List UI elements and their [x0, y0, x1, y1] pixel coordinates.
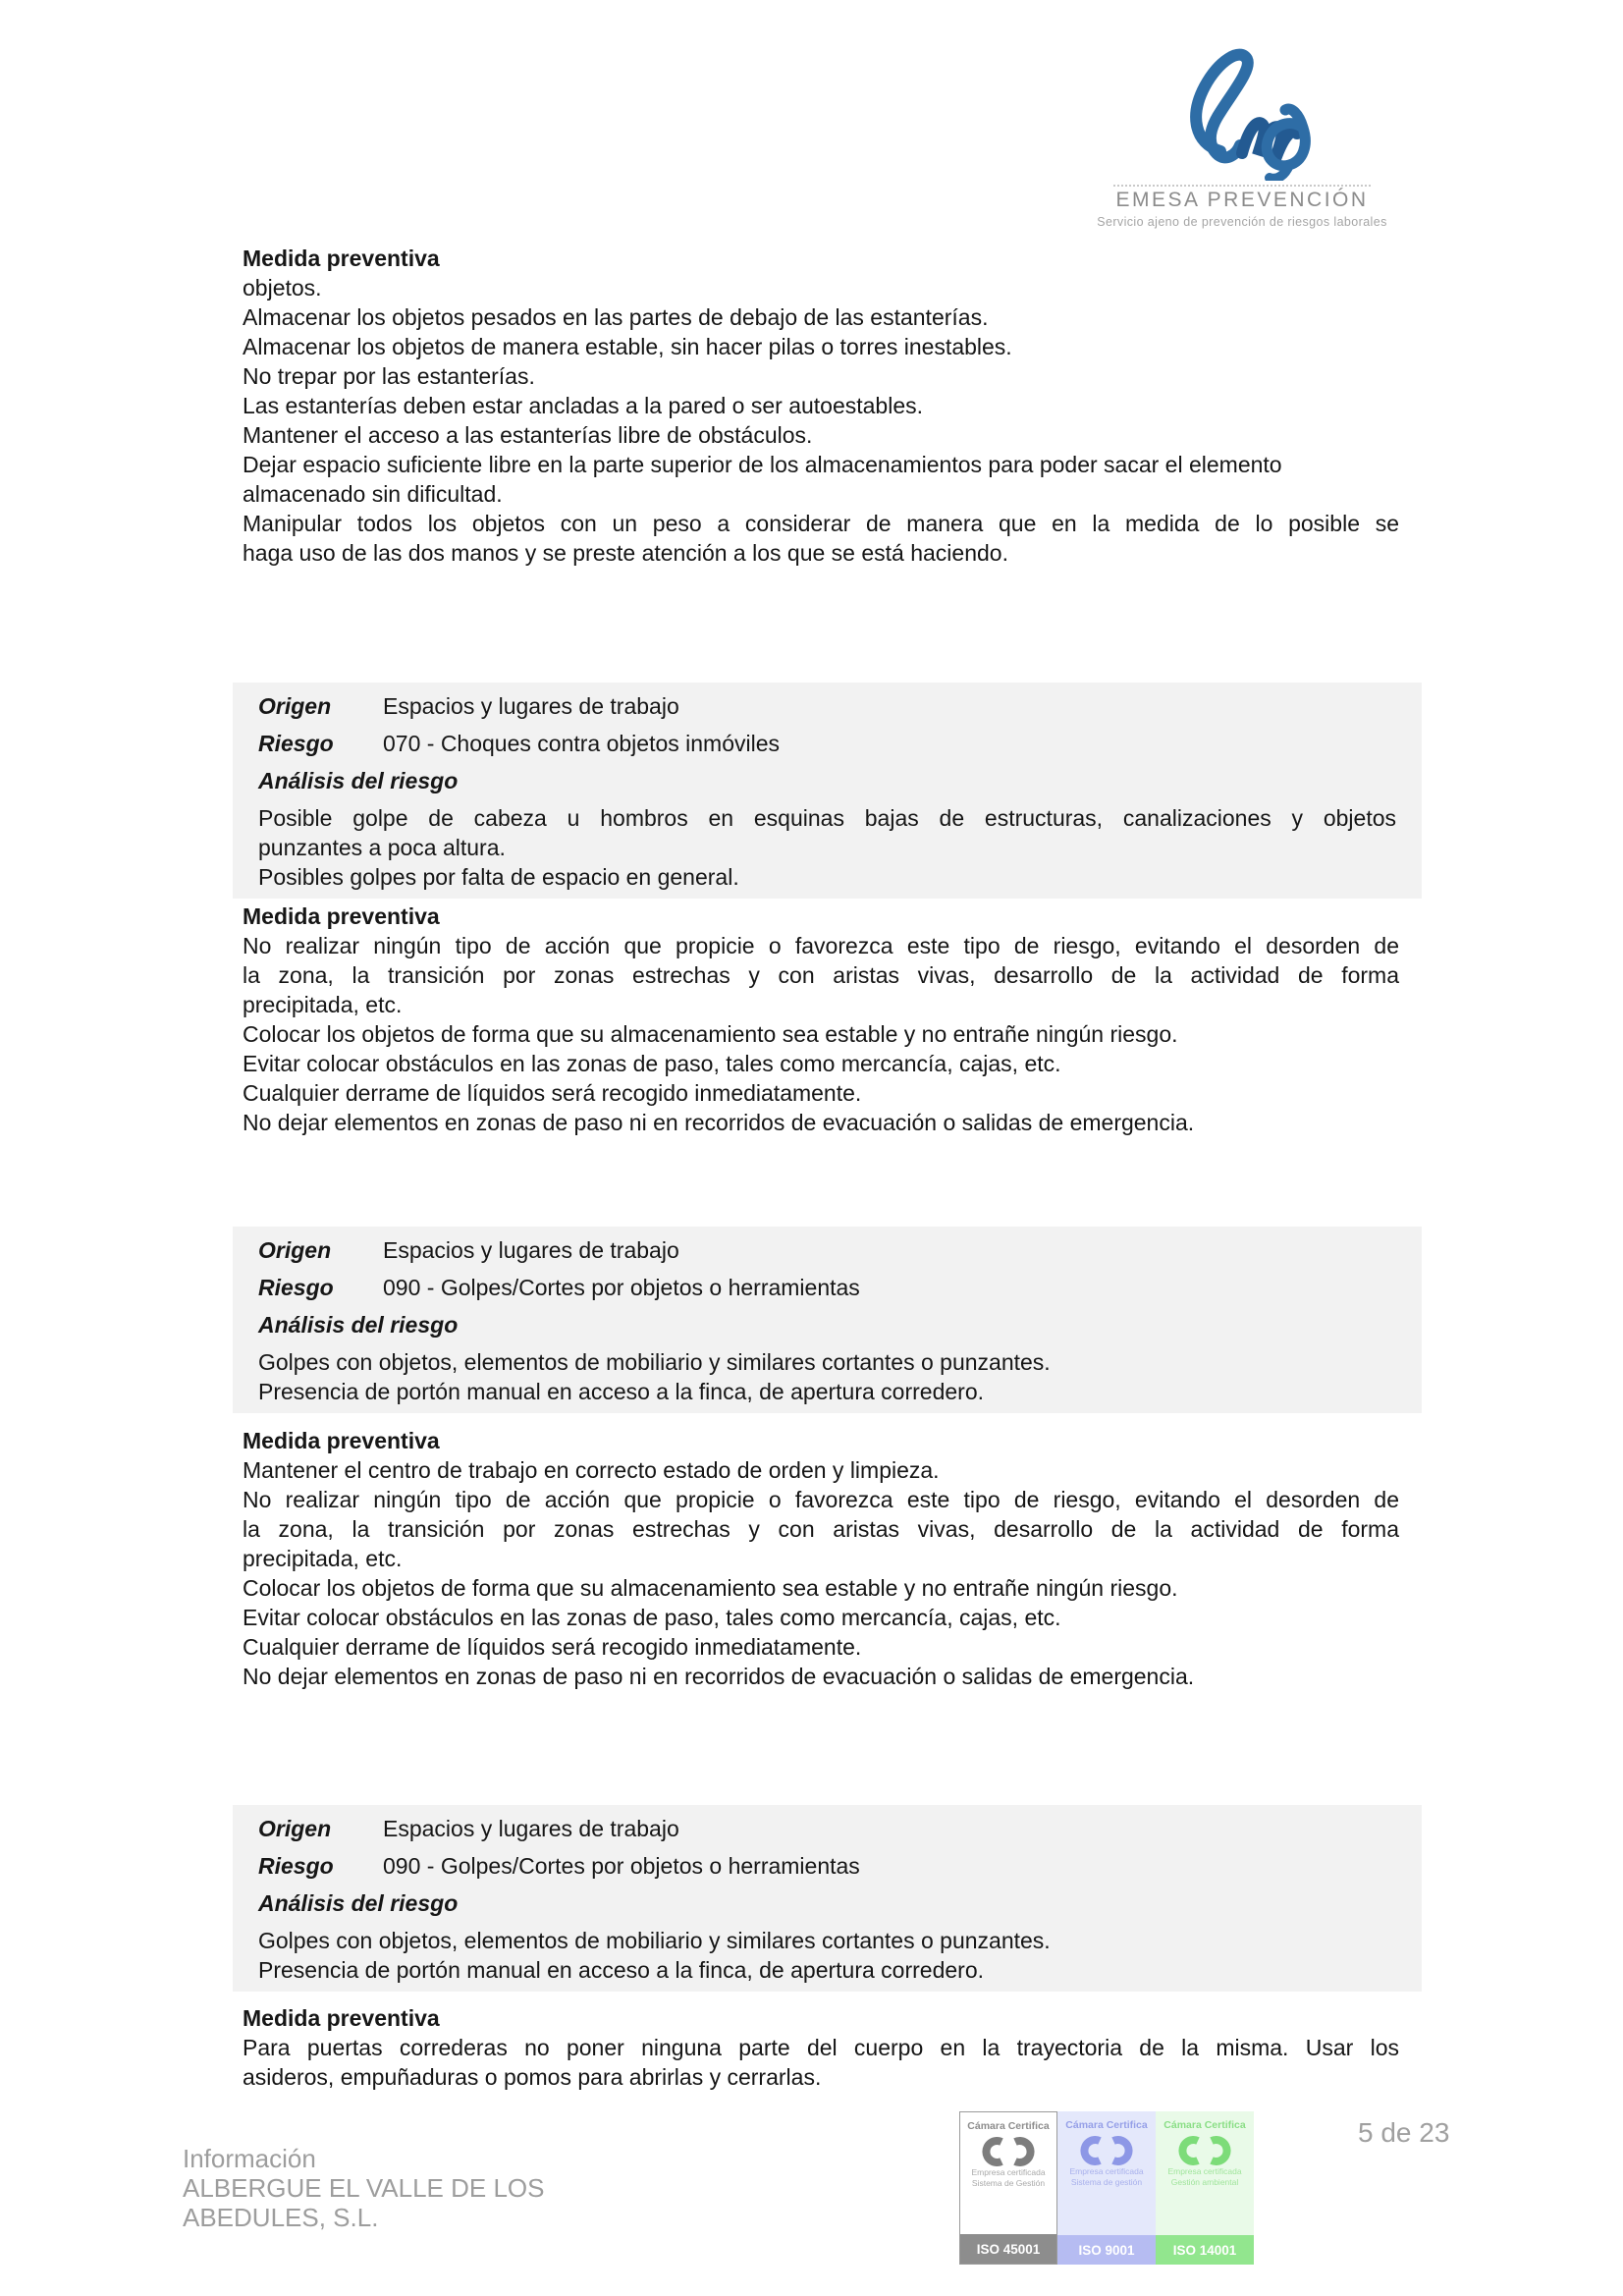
- text-line: Almacenar los objetos pesados en las partes de debajo de las estanterías.: [243, 304, 989, 330]
- text-line: asideros, empuñaduras o pomos para abrirlas y cerrarlas.: [243, 2064, 822, 2090]
- page-number: 5 de 23: [1358, 2117, 1450, 2148]
- section-heading: Medida preventiva: [243, 903, 440, 929]
- badge-header: Cámara Certifica: [1065, 2119, 1148, 2131]
- badge-subtext-1: Empresa certificada: [971, 2167, 1046, 2177]
- text-line: No trepar por las estanterías.: [243, 363, 535, 389]
- text-line: Cualquier derrame de líquidos será recogido inmediatamente.: [243, 1080, 862, 1106]
- badge-header: Cámara Certifica: [1163, 2119, 1246, 2131]
- risk-row: [258, 1851, 1396, 1881]
- certification-badges: [959, 2111, 1254, 2265]
- text-line: Dejar espacio suficiente libre en la parte superior de los almacenamientos para poder sacar el elemento: [243, 452, 1282, 477]
- badge-subtext-2: Gestión ambiental: [1170, 2177, 1239, 2187]
- preventive-measure-section-2: [243, 902, 1399, 1137]
- risk-row: [258, 729, 1396, 758]
- risk-value: 070 - Choques contra objetos inmóviles: [383, 731, 781, 756]
- text-line: Posibles golpes por falta de espacio en general.: [258, 864, 739, 890]
- risk-box-3: [233, 1805, 1422, 1992]
- text-line: Cualquier derrame de líquidos será recogido inmediatamente.: [243, 1634, 862, 1660]
- preventive-measure-section-4: [243, 2003, 1399, 2092]
- text-line: Evitar colocar obstáculos en las zonas de paso, tales como mercancía, cajas, etc.: [243, 1605, 1061, 1630]
- footer-info-label: Información: [183, 2144, 316, 2173]
- origin-value: Espacios y lugares de trabajo: [383, 693, 679, 719]
- text-line: punzantes a poca altura.: [258, 835, 506, 860]
- text-line: Mantener el centro de trabajo en correcto estado de orden y limpieza.: [243, 1457, 940, 1483]
- risk-box-2: [233, 1227, 1422, 1413]
- risk-value: 090 - Golpes/Cortes por objetos o herramientas: [383, 1853, 860, 1879]
- cc-arrows-icon: [1076, 2135, 1137, 2166]
- text-line: Las estanterías deben estar ancladas a la pared o ser autoestables.: [243, 393, 924, 418]
- badge-subtext-2: Sistema de gestión: [1070, 2177, 1143, 2187]
- origin-label: Origen: [258, 1816, 332, 1841]
- section-heading: Medida preventiva: [243, 1428, 440, 1453]
- risk-analysis-label: Análisis del riesgo: [258, 1890, 459, 1916]
- footer-company-line1: ALBERGUE EL VALLE DE LOS: [183, 2173, 545, 2203]
- badge-subtext-1: Empresa certificada: [1167, 2166, 1242, 2176]
- emesa-logo-mark: [1163, 33, 1321, 181]
- section-heading: Medida preventiva: [243, 2005, 440, 2031]
- text-line: Para puertas correderas no poner ninguna parte del cuerpo en la trayectoria de la misma. Usar los: [243, 2035, 1399, 2060]
- text-line: Colocar los objetos de forma que su almacenamiento sea estable y no entrañe ningún riesgo.: [243, 1575, 1178, 1601]
- text-line: la zona, la transición por zonas estrechas y con aristas vivas, desarrollo de la actividad de forma: [243, 962, 1399, 988]
- text-line: Manipular todos los objetos con un peso a considerar de manera que en la medida de lo posible se: [243, 511, 1399, 536]
- text-line: No dejar elementos en zonas de paso ni en recorridos de evacuación o salidas de emergencia.: [243, 1110, 1195, 1135]
- origin-label: Origen: [258, 693, 332, 719]
- text-line: Mantener el acceso a las estanterías libre de obstáculos.: [243, 422, 813, 448]
- preventive-measure-section-1: [243, 244, 1399, 568]
- preventive-measure-section-3: [243, 1426, 1399, 1691]
- text-line: haga uso de las dos manos y se preste atención a los que se está haciendo.: [243, 540, 1008, 566]
- risk-value: 090 - Golpes/Cortes por objetos o herramientas: [383, 1275, 860, 1300]
- origin-value: Espacios y lugares de trabajo: [383, 1237, 679, 1263]
- cc-arrows-icon: [978, 2136, 1039, 2167]
- text-line: la zona, la transición por zonas estrechas y con aristas vivas, desarrollo de la actividad de forma: [243, 1516, 1399, 1542]
- text-line: No realizar ningún tipo de acción que propicie o favorezca este tipo de riesgo, evitando el desorden de: [243, 933, 1399, 958]
- text-line: Golpes con objetos, elementos de mobiliario y similares cortantes o punzantes.: [258, 1928, 1051, 1953]
- risk-row: [258, 1273, 1396, 1302]
- logo-title: EMESA PREVENCIÓN: [1115, 189, 1369, 211]
- origin-row: [258, 1814, 1396, 1843]
- iso-standard-label: ISO 9001: [1057, 2235, 1156, 2265]
- risk-analysis-label: Análisis del riesgo: [258, 768, 459, 793]
- iso-45001-badge: [959, 2111, 1057, 2265]
- text-line: Presencia de portón manual en acceso a la finca, de apertura corredero.: [258, 1379, 984, 1404]
- badge-subtext-2: Sistema de Gestión: [971, 2178, 1046, 2188]
- footer-company-info: [183, 2144, 605, 2232]
- text-line: No realizar ningún tipo de acción que propicie o favorezca este tipo de riesgo, evitando el desorden de: [243, 1487, 1399, 1512]
- logo-tagline: Servicio ajeno de prevención de riesgos laborales: [1097, 215, 1387, 229]
- text-line: No dejar elementos en zonas de paso ni en recorridos de evacuación o salidas de emergencia.: [243, 1664, 1195, 1689]
- risk-label: Riesgo: [258, 1853, 334, 1879]
- text-line: Almacenar los objetos de manera estable, sin hacer pilas o torres inestables.: [243, 334, 1012, 359]
- origin-value: Espacios y lugares de trabajo: [383, 1816, 679, 1841]
- origin-row: [258, 1235, 1396, 1265]
- text-line: precipitada, etc.: [243, 1546, 403, 1571]
- risk-box-1: [233, 683, 1422, 899]
- risk-label: Riesgo: [258, 1275, 334, 1300]
- footer-company-line2: ABEDULES, S.L.: [183, 2203, 379, 2232]
- text-line: objetos.: [243, 275, 322, 301]
- text-line: Colocar los objetos de forma que su almacenamiento sea estable y no entrañe ningún riesgo.: [243, 1021, 1178, 1047]
- iso-standard-label: ISO 45001: [960, 2234, 1056, 2264]
- text-line: Evitar colocar obstáculos en las zonas de paso, tales como mercancía, cajas, etc.: [243, 1051, 1061, 1076]
- text-line: Posible golpe de cabeza u hombros en esquinas bajas de estructuras, canalizaciones y objetos: [258, 805, 1396, 831]
- text-line: precipitada, etc.: [243, 992, 403, 1017]
- company-logo: [1080, 33, 1404, 229]
- origin-row: [258, 691, 1396, 721]
- badge-subtext-1: Empresa certificada: [1069, 2166, 1144, 2176]
- risk-analysis-label: Análisis del riesgo: [258, 1312, 459, 1338]
- section-heading: Medida preventiva: [243, 246, 440, 271]
- cc-arrows-icon: [1174, 2135, 1235, 2166]
- iso-9001-badge: [1057, 2111, 1156, 2265]
- text-line: Golpes con objetos, elementos de mobiliario y similares cortantes o punzantes.: [258, 1349, 1051, 1375]
- risk-label: Riesgo: [258, 731, 334, 756]
- badge-header: Cámara Certifica: [967, 2120, 1050, 2132]
- origin-label: Origen: [258, 1237, 332, 1263]
- text-line: Presencia de portón manual en acceso a la finca, de apertura corredero.: [258, 1957, 984, 1983]
- iso-standard-label: ISO 14001: [1156, 2235, 1254, 2265]
- text-line: almacenado sin dificultad.: [243, 481, 503, 507]
- logo-divider: [1113, 185, 1371, 187]
- iso-14001-badge: [1156, 2111, 1254, 2265]
